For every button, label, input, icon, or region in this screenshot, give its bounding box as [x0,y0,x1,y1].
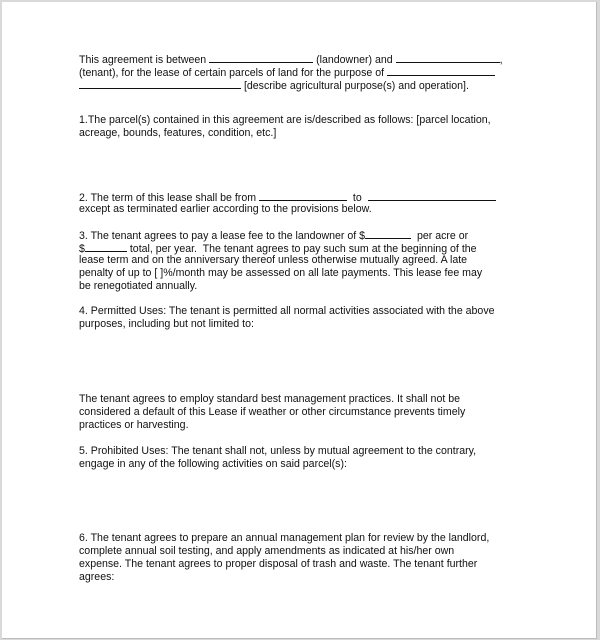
tenant-blank[interactable] [396,52,500,63]
term-text: 2. The term of this lease shall be from [79,192,257,204]
permitted-line-2: purposes, including but not limited to: [79,318,254,330]
agreement-line-2 [79,65,495,79]
prohibited-line-2: engage in any of the following activities on said parcel(s): [79,458,347,470]
management-line-2: complete annual soil testing, and apply amendments as indicated at his/her own [79,545,455,557]
purpose-blank-2[interactable] [79,78,241,89]
management-line-4: agrees: [79,571,115,583]
agreement-text: (landowner) and [316,54,393,66]
agreement-text: , [499,54,503,66]
fee-line-5: be renegotiated annually. [79,280,198,292]
practices-line-1: The tenant agrees to employ standard best management practices. It shall not be [79,393,461,405]
fee-line-2 [79,241,477,255]
agreement-line-3 [79,78,469,92]
term-line-1 [79,190,496,204]
agreement-text: This agreement is between [79,54,207,66]
fee-text: $ [79,243,85,255]
fee-text: per acre or [416,230,469,242]
practices-line-3: practices or harvesting. [79,419,189,431]
term-end-blank[interactable] [368,190,496,201]
management-line-1: 6. The tenant agrees to prepare an annual management plan for review by the landlord, [79,532,490,544]
term-line-2: except as terminated earlier according to the provisions below. [79,203,372,215]
agreement-text: (tenant), for the lease of certain parcels of land for the purpose of [79,67,385,79]
term-text: to [352,192,362,204]
term-start-blank[interactable] [259,190,347,201]
prohibited-line-1: 5. Prohibited Uses: The tenant shall not, unless by mutual agreement to the contrary, [79,445,477,457]
agreement-text: [describe agricultural purpose(s) and operation]. [243,80,469,92]
parcels-line-1: 1.The parcel(s) contained in this agreement are is/described as follows: [parcel location, [79,114,491,126]
fee-per-acre-blank[interactable] [365,228,411,239]
agreement-line-1 [79,52,503,66]
fee-line-3: lease term and on the anniversary thereof unless otherwise mutually agreed. A late [79,254,468,266]
practices-line-2: considered a default of this Lease if weather or other circumstance prevents timely [79,406,466,418]
landowner-blank[interactable] [209,52,313,63]
fee-text: 3. The tenant agrees to pay a lease fee to the landowner of $ [79,230,366,242]
fee-text: total, per year. The tenant agrees to pay such sum at the beginning of the [129,243,477,255]
fee-total-blank[interactable] [85,241,127,252]
permitted-line-1: 4. Permitted Uses: The tenant is permitted all normal activities associated with the above [79,305,495,317]
parcels-line-2: acreage, bounds, features, condition, etc.] [79,127,277,139]
document-page [2,2,597,639]
management-line-3: expense. The tenant agrees to proper disposal of trash and waste. The tenant further [79,558,478,570]
fee-line-4: penalty of up to [ ]%/month may be assessed on all late payments. This lease fee may [79,267,483,279]
fee-line-1 [79,228,468,242]
purpose-blank[interactable] [387,65,495,76]
